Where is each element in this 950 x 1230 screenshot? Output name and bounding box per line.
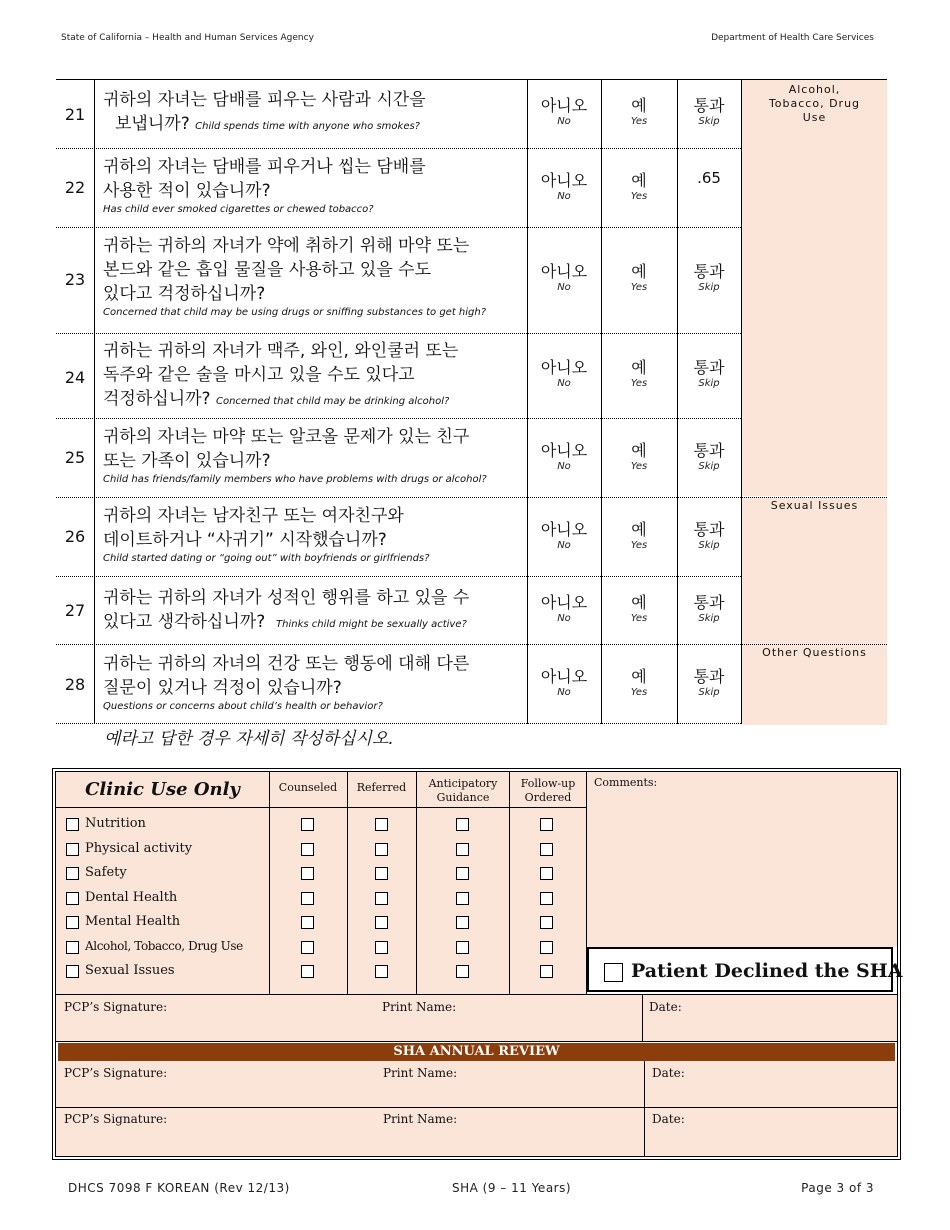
patient-declined-label: Patient Declined the SHA (631, 960, 903, 982)
question-text-en: Concerned that child may be drinking alcohol? (215, 396, 450, 407)
answer-skip[interactable]: 통과 Skip (693, 262, 725, 293)
question-table (56, 79, 887, 724)
question-text-en: Child spends time with anyone who smokes? (195, 121, 420, 132)
question-row-24 (56, 334, 887, 418)
topic-checkbox[interactable] (66, 843, 79, 856)
answer-skip-value[interactable]: .65 (697, 169, 721, 187)
topic-checkbox[interactable] (66, 941, 79, 954)
action-checkbox[interactable] (301, 916, 314, 929)
answer-no[interactable]: 아니오 No (540, 667, 588, 698)
answer-yes[interactable]: 예 Yes (630, 358, 648, 389)
question-number: 23 (64, 270, 86, 289)
col-follow-up-ordered: Follow-up Ordered (520, 777, 576, 804)
action-checkbox[interactable] (456, 965, 469, 978)
topic-label: Sexual Issues (85, 963, 175, 978)
footer-form-id: DHCS 7098 F KOREAN (Rev 12/13) (68, 1181, 290, 1195)
clinic-title: Clinic Use Only (85, 779, 240, 800)
action-checkbox[interactable] (301, 843, 314, 856)
category-sexual-issues: Sexual Issues (742, 497, 887, 644)
patient-declined-checkbox[interactable] (604, 963, 623, 982)
yes-details-note: 예라고 답한 경우 자세히 작성하십시오. (104, 729, 394, 749)
answer-yes[interactable]: 예 Yes (630, 520, 648, 551)
question-text-ko: 귀하는 귀하의 자녀가 약에 취하기 위해 마약 또는 (103, 236, 470, 256)
col-counseled: Counseled (278, 781, 338, 794)
action-checkbox[interactable] (301, 941, 314, 954)
question-text-ko: 데이트하거나 “사귀기” 시작했습니까? (103, 530, 387, 550)
question-text-ko: 사용한 적이 있습니까? (103, 181, 271, 201)
answer-skip[interactable]: 통과 Skip (693, 593, 725, 624)
topic-checkbox[interactable] (66, 965, 79, 978)
question-row-26 (56, 498, 887, 576)
print-name-label: Print Name: (382, 1000, 457, 1014)
date-label: Date: (652, 1066, 685, 1080)
question-text-ko: 귀하는 귀하의 자녀의 건강 또는 행동에 대해 다른 (103, 654, 470, 674)
action-checkbox[interactable] (375, 892, 388, 905)
question-text-ko: 귀하의 자녀는 남자친구 또는 여자친구와 (103, 506, 404, 526)
question-text-ko: 질문이 있거나 걱정이 있습니까? (103, 678, 342, 698)
question-text-en: Has child ever smoked cigarettes or chewed tobacco? (103, 204, 374, 215)
action-checkbox[interactable] (540, 941, 553, 954)
answer-skip[interactable]: 통과 Skip (693, 520, 725, 551)
answer-no[interactable]: 아니오 No (540, 593, 588, 624)
question-text-ko: 귀하의 자녀는 마약 또는 알코올 문제가 있는 친구 (103, 427, 470, 447)
question-text-en: Concerned that child may be using drugs or sniffing substances to get high? (103, 307, 487, 318)
topic-label: Safety (85, 865, 127, 880)
question-text-en: Child has friends/family members who have problems with drugs or alcohol? (103, 474, 487, 485)
annual-review-bar: SHA ANNUAL REVIEW (58, 1043, 895, 1061)
question-text-ko: 귀하의 자녀는 담배를 피우거나 씹는 담배를 (103, 157, 426, 177)
action-checkbox[interactable] (456, 892, 469, 905)
topic-checkbox[interactable] (66, 818, 79, 831)
question-text-ko: 독주와 같은 술을 마시고 있을 수도 있다고 (103, 365, 415, 385)
question-number: 21 (64, 105, 86, 124)
signature-row (56, 994, 897, 1042)
action-checkbox[interactable] (456, 916, 469, 929)
action-checkbox[interactable] (540, 965, 553, 978)
question-text-ko: 또는 가족이 있습니까? (103, 451, 271, 471)
action-checkbox[interactable] (301, 965, 314, 978)
review-signature-row-1 (56, 1061, 897, 1108)
question-text-ko: 있다고 걱정하십니까? (103, 284, 266, 304)
question-number: 27 (64, 601, 86, 620)
question-row-22 (56, 149, 887, 227)
action-checkbox[interactable] (375, 867, 388, 880)
question-text-ko: 귀하는 귀하의 자녀가 성적인 행위를 하고 있을 수 (103, 588, 470, 608)
footer-page-number: Page 3 of 3 (801, 1181, 874, 1195)
action-checkbox[interactable] (375, 843, 388, 856)
question-number: 24 (64, 368, 86, 387)
action-checkbox[interactable] (456, 818, 469, 831)
answer-no[interactable]: 아니오 No (540, 171, 588, 202)
comments-label: Comments: (594, 776, 658, 789)
question-text-ko: 걱정하십니까? (103, 389, 211, 409)
question-row-23 (56, 228, 887, 333)
print-name-label: Print Name: (383, 1112, 458, 1126)
topic-checkbox[interactable] (66, 892, 79, 905)
answer-skip[interactable]: 통과 Skip (693, 667, 725, 698)
answer-skip[interactable]: 통과 Skip (693, 358, 725, 389)
answer-no[interactable]: 아니오 No (540, 441, 588, 472)
header-agency: State of California – Health and Human Services Agency (61, 33, 314, 43)
action-checkbox[interactable] (540, 916, 553, 929)
col-referred: Referred (356, 781, 407, 794)
question-row-25 (56, 419, 887, 497)
answer-yes[interactable]: 예 Yes (630, 593, 648, 624)
topic-label: Dental Health (85, 889, 178, 905)
action-checkbox[interactable] (540, 892, 553, 905)
print-name-label: Print Name: (383, 1066, 458, 1080)
clinic-use-box (55, 771, 903, 1157)
question-text-ko: 있다고 생각하십니까? (103, 612, 266, 632)
question-row-21 (56, 79, 887, 148)
answer-yes[interactable]: 예 Yes (630, 262, 648, 293)
action-checkbox[interactable] (456, 941, 469, 954)
action-checkbox[interactable] (540, 867, 553, 880)
question-number: 25 (64, 448, 86, 467)
review-signature-row-2 (56, 1108, 897, 1156)
col-anticipatory-guidance: Anticipatory Guidance (428, 777, 498, 804)
action-checkbox[interactable] (456, 867, 469, 880)
question-text-en: Thinks child might be sexually active? (276, 619, 467, 630)
pcp-signature-label: PCP’s Signature: (64, 1066, 168, 1080)
question-number: 28 (64, 675, 86, 694)
answer-no[interactable]: 아니오 No (540, 358, 588, 389)
question-text-en: Questions or concerns about child’s health or behavior? (103, 701, 383, 712)
action-checkbox[interactable] (301, 818, 314, 831)
topic-checkbox[interactable] (66, 916, 79, 929)
question-text-ko: 본드와 같은 흡입 물질을 사용하고 있을 수도 (103, 260, 432, 280)
action-checkbox[interactable] (375, 916, 388, 929)
question-number: 26 (64, 527, 86, 546)
topic-label: Nutrition (85, 816, 146, 831)
answer-yes[interactable]: 예 Yes (630, 667, 648, 698)
answer-no[interactable]: 아니오 No (540, 520, 588, 551)
header-department: Department of Health Care Services (711, 33, 874, 43)
question-text-ko: 보냅니까? (115, 114, 190, 134)
action-checkbox[interactable] (540, 843, 553, 856)
answer-skip[interactable]: 통과 Skip (693, 96, 725, 127)
topic-label: Mental Health (85, 914, 181, 929)
topic-label: Physical activity (85, 840, 193, 856)
action-checkbox[interactable] (375, 965, 388, 978)
question-row-27 (56, 577, 887, 644)
action-checkbox[interactable] (301, 867, 314, 880)
action-checkbox[interactable] (301, 892, 314, 905)
pcp-signature-label: PCP’s Signature: (64, 1112, 168, 1126)
pcp-signature-label: PCP’s Signature: (64, 1000, 168, 1014)
question-row-28 (56, 645, 887, 724)
footer-title: SHA (9 – 11 Years) (452, 1181, 572, 1195)
date-label: Date: (652, 1112, 685, 1126)
question-text-en: Child started dating or “going out” with boyfriends or girlfriends? (103, 553, 430, 564)
answer-yes[interactable]: 예 Yes (630, 441, 648, 472)
category-other-questions: Other Questions (742, 644, 887, 725)
action-checkbox[interactable] (540, 818, 553, 831)
question-text-ko: 귀하의 자녀는 담배를 피우는 사람과 시간을 (103, 90, 426, 110)
patient-declined-box[interactable] (587, 947, 903, 992)
action-checkbox[interactable] (375, 941, 388, 954)
answer-no[interactable]: 아니오 No (540, 96, 588, 127)
topic-label: Alcohol, Tobacco, Drug Use (85, 938, 243, 953)
answer-yes[interactable]: 예 Yes (630, 96, 648, 127)
action-checkbox[interactable] (375, 818, 388, 831)
category-alcohol-tobacco: Alcohol, Tobacco, Drug Use (742, 80, 887, 496)
date-label: Date: (649, 1000, 682, 1014)
answer-yes[interactable]: 예 Yes (630, 171, 648, 202)
question-number: 22 (64, 178, 86, 197)
question-text-ko: 귀하는 귀하의 자녀가 맥주, 와인, 와인쿨러 또는 (103, 341, 459, 361)
answer-skip[interactable]: 통과 Skip (693, 441, 725, 472)
topic-checkbox[interactable] (66, 867, 79, 880)
comments-area[interactable] (587, 772, 897, 947)
answer-no[interactable]: 아니오 No (540, 262, 588, 293)
action-checkbox[interactable] (456, 843, 469, 856)
